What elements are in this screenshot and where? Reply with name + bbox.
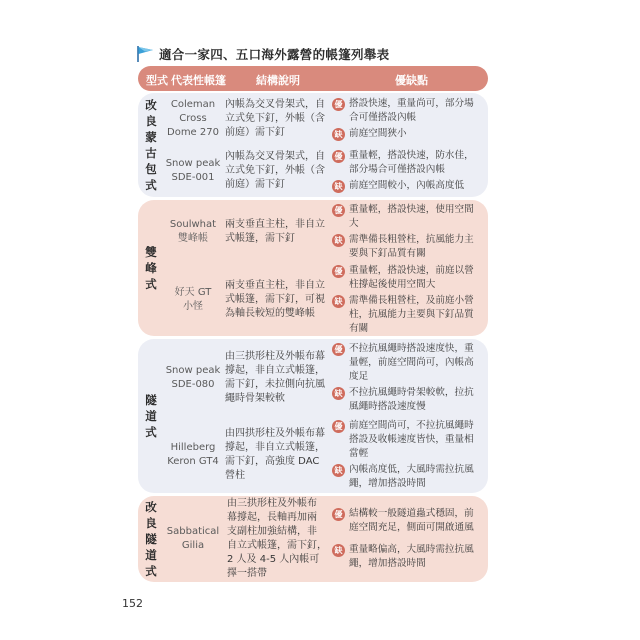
con-badge: 缺: [332, 234, 345, 247]
tent-type: 雙 峰 式: [145, 245, 157, 291]
structure-description: 兩支垂直主柱，非自立 式帳篷，需下釘: [225, 219, 325, 244]
tent-type: 改 良 隧 道 式: [145, 500, 157, 578]
pros-line: 優 重量輕，搭設快速，防水佳， 部分場合可僅搭設內帳: [332, 149, 484, 177]
con-badge: 缺: [332, 295, 345, 308]
table-row: [138, 145, 488, 197]
pro-badge: 優: [332, 98, 345, 111]
pro-badge: 優: [332, 265, 345, 278]
table-group: [138, 93, 488, 197]
pro-badge: 優: [332, 420, 345, 433]
pros-line: 優 結構較一般隧道蟲式穩固，前 庭空間充足，側面可開啟通風: [332, 507, 484, 535]
pros-cons: [332, 264, 484, 336]
header-type: 型式: [146, 74, 168, 87]
header-pros-cons: 優缺點: [395, 74, 428, 87]
structure-description: 內帳為交叉骨架式，自 立式免下釘，外帳（含 前庭）需下釘: [225, 99, 325, 138]
cons-line: 缺 重量略偏高，大風時需拉抗風 繩，增加搭設時間: [332, 543, 484, 571]
table-group: [138, 496, 488, 582]
con-badge: 缺: [332, 387, 345, 400]
pros-line: 優 重量輕，搭設快速，前庭以營 柱撐起後使用空間大: [332, 264, 484, 292]
table-row: [138, 93, 488, 145]
cons-line: 缺 不拉抗風繩時骨架較軟，拉抗 風繩時搭設速度慢: [332, 386, 484, 414]
cons-line: 缺 前庭空間較小，內帳高度低: [332, 179, 484, 193]
page-title: 適合一家四、五口海外露營的帳篷列舉表: [159, 47, 390, 62]
pro-badge: 優: [332, 150, 345, 163]
cons-line: 缺 前庭空間狹小: [332, 127, 484, 141]
header-model: 代表性帳篷: [171, 74, 226, 87]
pros-line: 優 不拉抗風繩時搭設速度快，重 量輕，前庭空間尚可，內帳高 度足: [332, 342, 484, 384]
flag-icon: [135, 45, 155, 63]
table-row: [138, 496, 488, 582]
pro-badge: 優: [332, 508, 345, 521]
con-badge: 缺: [332, 464, 345, 477]
tent-model: Snow peak SDE-080: [165, 365, 221, 390]
title-row: [135, 45, 389, 63]
pro-badge: 優: [332, 204, 345, 217]
structure-description: 兩支垂直主柱，非自立 式帳篷，需下釘，可視 為軸長較短的雙峰帳: [225, 280, 325, 319]
cons-line: 缺 需準備長粗營柱，及前庭小營 柱，抗風能力主要與下釘品質 有關: [332, 294, 484, 336]
pros-cons: [332, 417, 484, 493]
cons-line: 缺 需準備長粗營柱，抗風能力主 要與下釘品質有關: [332, 233, 484, 261]
table-group: [138, 339, 488, 493]
con-badge: 缺: [332, 544, 345, 557]
pros-line: 優 搭設快速，重量尚可，部分場 合可僅搭設內帳: [332, 97, 484, 125]
pros-line: 優 前庭空間尚可，不拉抗風繩時 搭設及收帳速度皆快，重量相 當輕: [332, 419, 484, 461]
header-structure: 結構說明: [256, 74, 300, 87]
pros-line: 優 重量輕，搭設快速，使用空間 大: [332, 203, 484, 231]
pro-badge: 優: [332, 343, 345, 356]
pros-cons: [332, 145, 484, 197]
table-row: [138, 200, 488, 264]
cons-line: 缺 內帳高度低，大風時需拉抗風 繩，增加搭設時間: [332, 463, 484, 491]
tent-type: 隧 道 式: [145, 393, 157, 439]
tent-model: Soulwhat 雙峰帳: [169, 219, 217, 244]
structure-description: 由三拱形柱及外帳布幕 撐起，非自立式帳篷， 需下釘，未拉側向抗風 繩時骨架較軟: [225, 351, 325, 404]
pros-cons: [332, 93, 484, 145]
page-number: 152: [122, 597, 143, 610]
pros-cons: [332, 496, 484, 582]
tent-model: Hilleberg Keron GT4: [167, 442, 219, 467]
tent-type: 改 良 蒙 古 包 式: [145, 98, 157, 192]
structure-description: 由三拱形柱及外帳布 幕撐起，長軸再加兩 支副柱加強結構，非 自立式帳篷，需下釘， 2 人及 4-5 人內帳可 擇一搭帶: [227, 498, 327, 579]
table-group: [138, 200, 488, 336]
con-badge: 缺: [332, 128, 345, 141]
tent-model: Coleman Cross Dome 270: [167, 99, 219, 138]
pros-cons: [332, 339, 484, 417]
tent-model: 好天 GT 小怪: [174, 287, 212, 312]
con-badge: 缺: [332, 180, 345, 193]
table-header: [138, 66, 488, 91]
table-row: [138, 339, 488, 417]
table-row: [138, 417, 488, 493]
structure-description: 內帳為交叉骨架式，自 立式免下釘，外帳（含 前庭）需下釘: [225, 151, 325, 190]
pros-cons: [332, 200, 484, 264]
table-row: [138, 264, 488, 336]
structure-description: 由四拱形柱及外帳布幕 撐起，非自立式帳篷， 需下釘，高強度 DAC 營柱: [225, 428, 325, 481]
tent-model: Snow peak SDE-001: [165, 158, 221, 183]
tent-model: Sabbatical Gilia: [166, 526, 220, 551]
